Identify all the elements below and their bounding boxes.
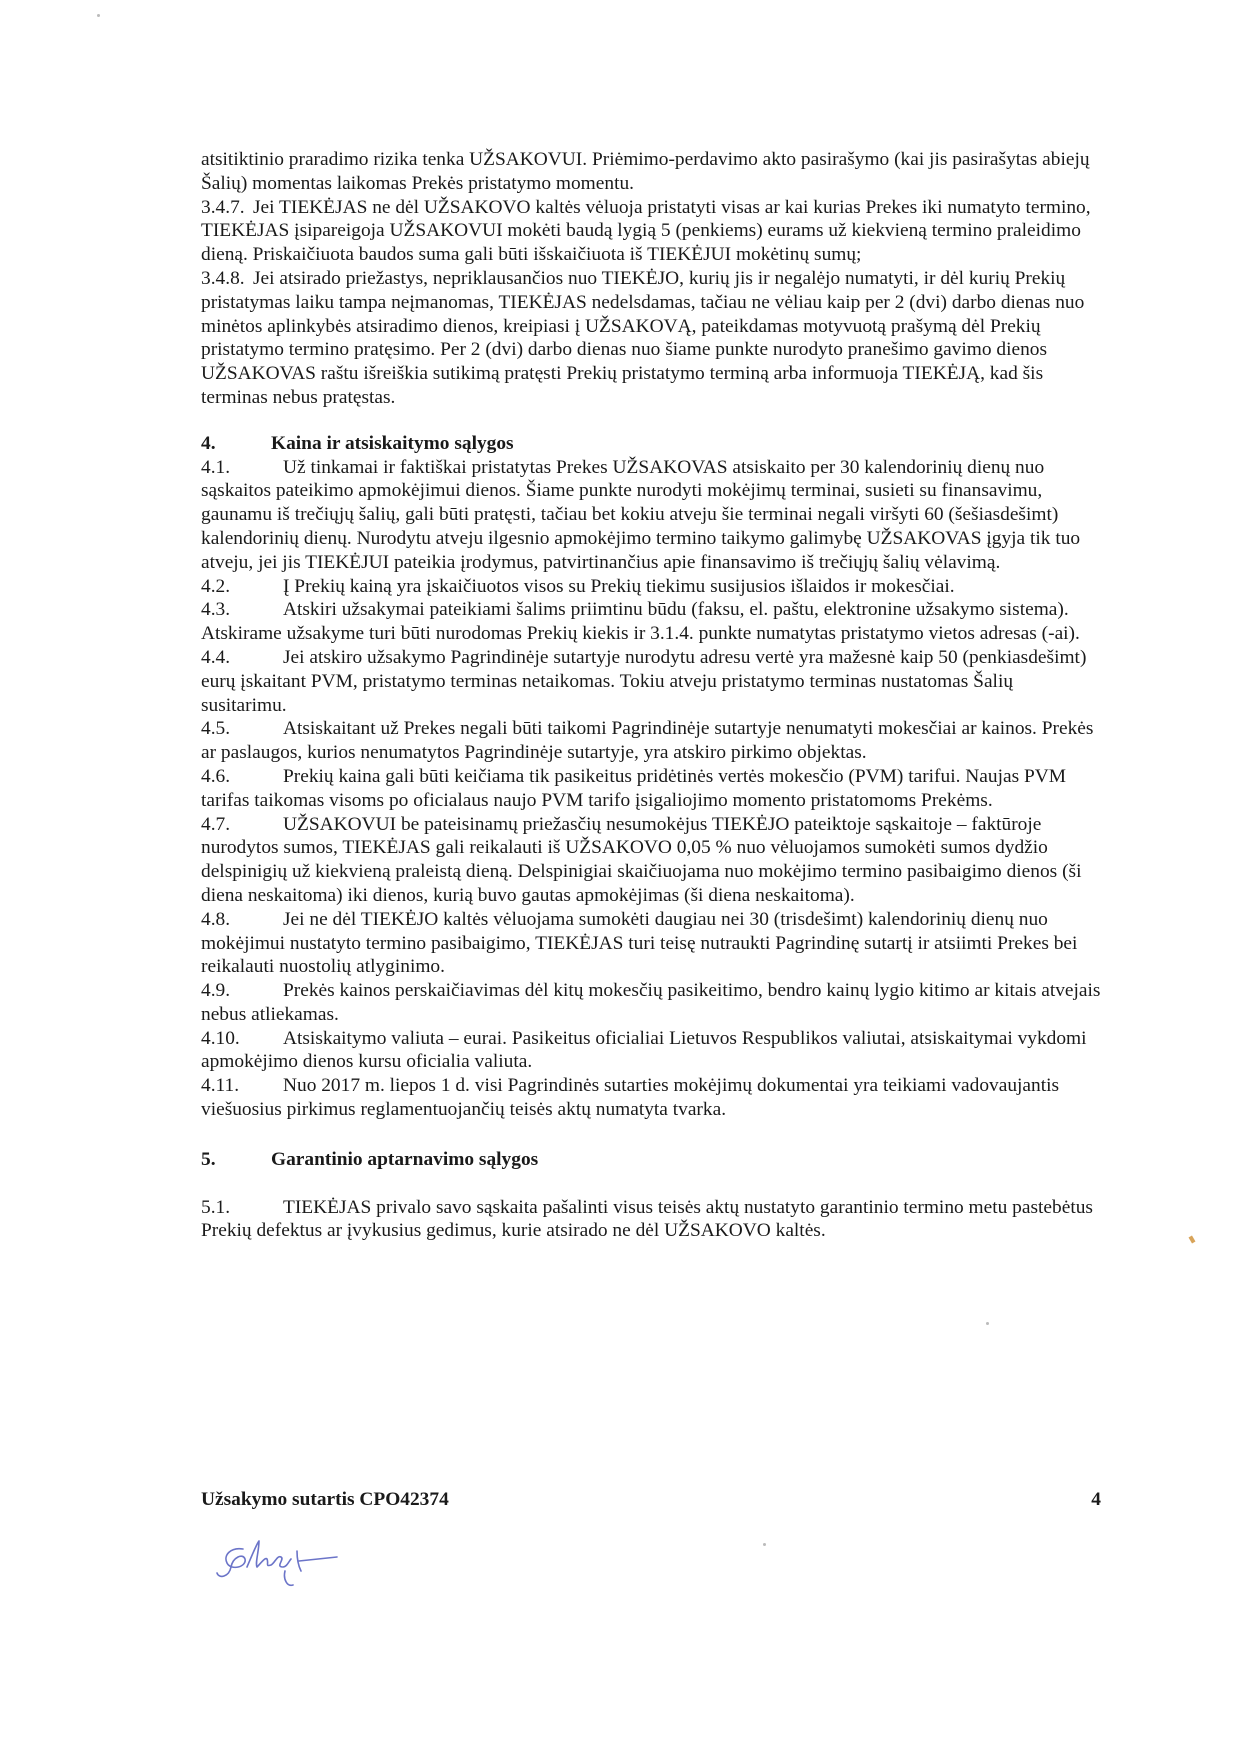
scan-speck — [97, 14, 100, 17]
clause-3-4-7 — [201, 196, 1101, 267]
clause-text: Atskiri užsakymai pateikiami šalims priimtinu būdu (faksu, el. paštu, elektronine užsakymo sistema). Atskirame užsakyme turi būti nurodomas Prekių kiekis ir 3.1.4. punkte numatytas pristatymo vietos adresas (-ai). — [201, 599, 1080, 645]
section-title: Kaina ir atsiskaitymo sąlygos — [271, 432, 514, 454]
clause-4-1 — [201, 456, 1101, 575]
clause-4-10 — [201, 1027, 1101, 1075]
clause-number: 5.1. — [201, 1196, 231, 1218]
clause-number: 3.4.7. — [201, 196, 245, 218]
clause-text: Jei TIEKĖJAS ne dėl UŽSAKOVO kaltės vėluoja pristatyti visas ar kai kurias Prekes iki numatyto termino, TIEKĖJAS įsipareigoja UŽSAKOVUI mokėti baudą lygią 5 (penkiems) eurams už kiekvieną termino praleidimo dieną. Priskaičiuota baudos suma gali būti išskaičiuota iš TIEKĖJUI mokėtinų sumų; — [201, 196, 1091, 266]
clause-text: TIEKĖJAS privalo savo sąskaita pašalinti visus teisės aktų nustatyto garantinio termino metu pastebėtus Prekių defektus ar įvykusius gedimus, kurie atsirado ne dėl UŽSAKOVO kaltės. — [201, 1196, 1093, 1242]
page-number: 4 — [1091, 1489, 1101, 1510]
clause-4-11 — [201, 1074, 1101, 1122]
clause-number: 4.2. — [201, 575, 231, 597]
contract-reference: Užsakymo sutartis CPO42374 — [201, 1489, 449, 1510]
clause-5-1 — [201, 1196, 1101, 1244]
clause-3-4-8 — [201, 267, 1101, 410]
clause-text: Už tinkamai ir faktiškai pristatytas Prekes UŽSAKOVAS atsiskaito per 30 kalendorinių dienų nuo sąskaitos pateikimo apmokėjimui dienos. Šiame punkte nurodyti mokėjimų terminai, susieti su finansavimu, gaunamu iš trečiųjų šalių, gali būti pratęsti, tačiau bet kokiu atveju šie terminai negali viršyti 60 (šešiasdešimt) kalendorinių dienų. Nurodytu atveju ilgesnio apmokėjimo termino taikymo galimybę UŽSAKOVAS įgyja tik tuo atveju, jei jis TIEKĖJUI pateikia įrodymus, patvirtinančius apie finansavimo iš trečiųjų šalių vėlavimą. — [201, 456, 1081, 573]
clause-4-9 — [201, 979, 1101, 1027]
clause-number: 4.3. — [201, 599, 231, 621]
clause-number: 4.10. — [201, 1027, 240, 1049]
clause-4-4 — [201, 646, 1101, 717]
clause-4-7 — [201, 813, 1101, 908]
scan-speck — [986, 1322, 989, 1325]
clause-number: 4.7. — [201, 813, 231, 835]
clause-text: Jei ne dėl TIEKĖJO kaltės vėluojama sumokėti daugiau nei 30 (trisdešimt) kalendorinių dienų nuo mokėjimui nustatyto termino pasibaigimo, TIEKĖJAS turi teisę nutraukti Pagrindinę sutartį ir atsiimti Prekes bei reikalauti nuostolių atlyginimo. — [201, 908, 1078, 978]
clause-number: 4.5. — [201, 718, 231, 740]
clause-4-5 — [201, 717, 1101, 765]
clause-number: 4.11. — [201, 1075, 240, 1097]
scan-speck — [763, 1543, 766, 1546]
section-title: Garantinio aptarnavimo sąlygos — [271, 1148, 539, 1170]
page-footer — [201, 1489, 1101, 1511]
intro-paragraph: atsitiktinio praradimo rizika tenka UŽSAKOVUI. Priėmimo-perdavimo akto pasirašymo (kai jis pasirašytas abiejų Šalių) momentas laikomas Prekės pristatymo momentu. — [201, 149, 1090, 194]
section-number: 4. — [201, 432, 216, 454]
clause-4-6 — [201, 765, 1101, 813]
section-4-heading — [201, 432, 1101, 456]
clause-text: Jei atsirado priežastys, nepriklausančios nuo TIEKĖJO, kurių jis ir negalėjo numatyti, ir dėl kurių Prekių pristatymas laiku tampa neįmanomas, TIEKĖJAS nedelsdamas, tačiau ne vėliau kaip per 2 (dvi) darbo dienas nuo minėtos aplinkybės atsiradimo dienos, kreipiasi į UŽSAKOVĄ, pateikdamas motyvuotą prašymą dėl Prekių pristatymo termino pratęsimo. Per 2 (dvi) darbo dienas nuo šiame punkte nurodyto pranešimo gavimo dienos UŽSAKOVAS raštu išreiškia sutikimą pratęsti Prekių pristatymo terminą arba informuoja TIEKĖJĄ, kad šis terminas nebus pratęstas. — [201, 267, 1085, 408]
section-number: 5. — [201, 1148, 216, 1170]
clause-text: Prekės kainos perskaičiavimas dėl kitų mokesčių pasikeitimo, bendro kainų lygio kitimo ar kitais atvejais nebus atliekamas. — [201, 980, 1101, 1025]
document-body — [201, 148, 1101, 1243]
scan-speck — [1189, 1235, 1196, 1243]
clause-4-8 — [201, 908, 1101, 979]
handwritten-signature — [213, 1527, 343, 1597]
clause-text: Prekių kaina gali būti keičiama tik pasikeitus pridėtinės vertės mokesčio (PVM) tarifui. Naujas PVM tarifas taikomas visoms po oficialaus naujo PVM tarifo įsigaliojimo momento pristatomoms Prekėms. — [201, 765, 1067, 811]
clause-number: 4.1. — [201, 456, 231, 478]
clause-text: Jei atskiro užsakymo Pagrindinėje sutartyje nurodytu adresu vertė yra mažesnė kaip 50 (penkiasdešimt) eurų įskaitant PVM, pristatymo terminas netaikomas. Tokiu atveju pristatymo terminas nustatomas Šalių susitarimu. — [201, 646, 1087, 716]
clause-4-3 — [201, 598, 1101, 646]
clause-number: 3.4.8. — [201, 267, 245, 289]
clause-number: 4.9. — [201, 980, 231, 1002]
clause-number: 4.6. — [201, 765, 231, 787]
clause-number: 4.4. — [201, 646, 231, 668]
section-5-heading — [201, 1148, 1101, 1172]
clause-text: Atsiskaitymo valiuta – eurai. Pasikeitus oficialiai Lietuvos Respublikos valiutai, atsiskaitymai vykdomi apmokėjimo dienos kursu oficialia valiuta. — [201, 1027, 1087, 1073]
clause-4-2 — [201, 575, 1101, 599]
clause-text: Nuo 2017 m. liepos 1 d. visi Pagrindinės sutarties mokėjimų dokumentai yra teikiami vadovaujantis viešuosius pirkimus reglamentuojančių teisės aktų numatyta tvarka. — [201, 1075, 1060, 1121]
clause-number: 4.8. — [201, 908, 231, 930]
clause-text: UŽSAKOVUI be pateisinamų priežasčių nesumokėjus TIEKĖJO pateiktoje sąskaitoje – faktūroje nurodytos sumos, TIEKĖJAS gali reikalauti iš UŽSAKOVO 0,05 % nuo vėluojamos sumokėti sumos dydžio delspinigių už kiekvieną praleistą dieną. Delspinigiai skaičiuojama nuo mokėjimo termino pasibaigimo dienos (ši diena neskaitoma) iki dienos, kurią buvo gautas apmokėjimas (ši diena neskaitoma). — [201, 813, 1082, 906]
clause-text: Į Prekių kainą yra įskaičiuotos visos su Prekių tiekimu susijusios išlaidos ir mokesčiai. — [283, 575, 955, 597]
clause-text: Atsiskaitant už Prekes negali būti taikomi Pagrindinėje sutartyje nenumatyti mokesčiai ar kainos. Prekės ar paslaugos, kurios nenumatytos Pagrindinėje sutartyje, yra atskiro pirkimo objektas. — [201, 718, 1094, 764]
